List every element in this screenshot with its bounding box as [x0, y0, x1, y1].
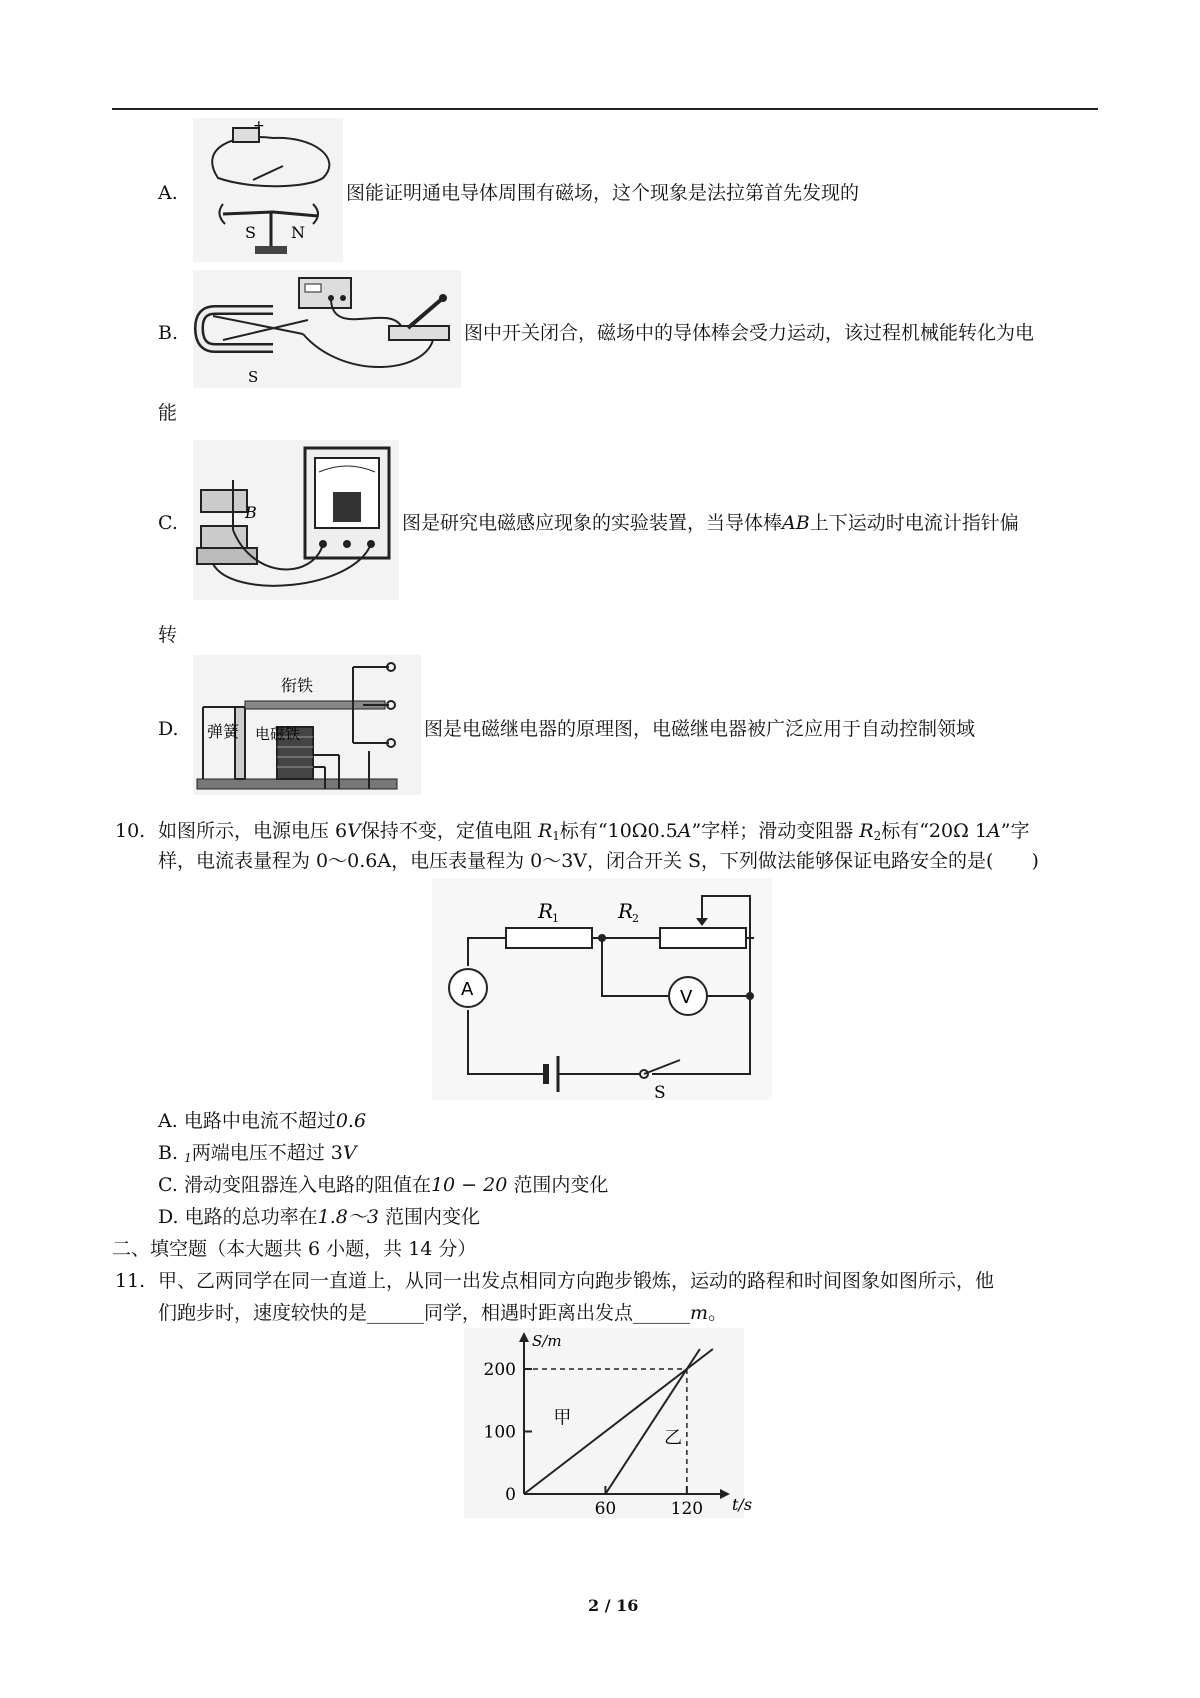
q10-option-c [158, 1172, 608, 1198]
q9-option-c-ab: AB [782, 512, 810, 534]
section-heading: 二、填空题（本大题共 6 小题，共 14 分） [112, 1238, 477, 1260]
a-plus-label: + [253, 118, 265, 134]
q10-line1-e: 标有“20Ω 1 [881, 820, 987, 842]
y-tick-label: 100 [483, 1422, 516, 1443]
q10-line1-a: 如图所示，电源电压 6 [158, 820, 348, 842]
q10-option-a-text-b: 0.6 [335, 1110, 367, 1132]
q9-option-c-text [402, 510, 1019, 536]
q11-line2-unit: m [690, 1302, 709, 1324]
q10-option-d [158, 1204, 480, 1230]
figure-q11-chart [464, 1328, 753, 1519]
q10-line1-a3: A [987, 820, 1001, 842]
q10-line1-r1-sub: 1 [552, 829, 560, 843]
series-label-1: 甲 [553, 1407, 572, 1429]
q10-option-a [158, 1108, 366, 1134]
q10-option-d-text-c: 范围内变化 [385, 1206, 481, 1228]
q10-option-c-letter: C. [158, 1174, 178, 1196]
q10-line1-d: ”字样；滑动变阻器 [691, 820, 854, 842]
q11-blank2: ______ [633, 1302, 691, 1324]
q9-option-d-text: 图是电磁继电器的原理图，电磁继电器被广泛应用于自动控制领域 [424, 718, 976, 740]
q10-option-c-text-a: 滑动变阻器连入电路的阻值在 [183, 1174, 431, 1196]
q10-line1 [158, 818, 1029, 849]
series-label-2: 乙 [664, 1427, 683, 1449]
q11-number: 11. [115, 1270, 146, 1292]
a-n-label: N [291, 223, 305, 242]
x-axis-label: t/s [732, 1495, 753, 1514]
circuit-r2-sub: 2 [632, 912, 639, 925]
figure-q10-circuit [432, 878, 772, 1103]
circuit-r1-sub: 1 [552, 912, 559, 925]
y-tick-label: 200 [483, 1360, 516, 1380]
q9-option-c-letter: C. [158, 512, 178, 534]
x-tick-label: 60 [594, 1499, 617, 1519]
d-spring-label: 弹簧 [207, 722, 240, 741]
d-magnet-label: 电磁铁 [255, 725, 301, 743]
figure-relay-diagram [193, 655, 421, 795]
q10-option-b-text-d: V [342, 1142, 357, 1164]
q10-option-a-letter: A. [158, 1110, 178, 1132]
q10-option-a-text-a: 电路中电流不超过 [183, 1110, 336, 1132]
q10-line1-b: 保持不变，定值电阻 [360, 820, 532, 842]
x-tick-label: 120 [670, 1499, 704, 1519]
st-chart-svg [464, 1328, 753, 1519]
q10-option-d-text-a: 电路的总功率在 [184, 1206, 318, 1228]
q10-option-b [158, 1140, 357, 1171]
header-rule [112, 108, 1098, 110]
q10-line1-c: 标有“10Ω0.5 [559, 820, 678, 842]
q10-option-b-letter: B. [158, 1142, 179, 1164]
q10-option-d-text-b: 1.8～3 [317, 1206, 379, 1228]
q11-line2-a: 们跑步时，速度较快的是 [158, 1302, 368, 1324]
figure-oersted-experiment [193, 118, 343, 262]
q9-option-c-wrap: 转 [158, 624, 178, 646]
q9-option-d-letter: D. [158, 718, 179, 740]
q11-line2-b: 同学，相遇时距离出发点 [424, 1302, 634, 1324]
q10-number: 10. [115, 820, 146, 842]
b-s-label: S [248, 368, 259, 386]
c-b-label: B [245, 503, 257, 522]
circuit-ammeter-label: A [461, 979, 474, 1000]
q10-line1-r1: R [537, 820, 553, 842]
q9-option-b-wrap: 能 [158, 402, 178, 424]
circuit-voltmeter-label: V [680, 987, 693, 1008]
q10-line1-r2-sub: 2 [873, 829, 882, 843]
q10-line1-r2: R [859, 820, 874, 842]
q10-option-d-letter: D. [158, 1206, 179, 1228]
circuit-r2-label: R [618, 899, 634, 923]
circuit-r1-label: R [538, 899, 554, 923]
y-axis-label: S/m [532, 1332, 562, 1350]
figure-induction-experiment [193, 440, 399, 600]
q11-line2-d: 。 [708, 1302, 728, 1324]
q10-option-c-text-c: 范围内变化 [513, 1174, 609, 1196]
q10-line1-f: ”字 [1000, 820, 1030, 842]
a-s-label: S [245, 223, 256, 242]
q9-option-a-letter: A. [158, 182, 178, 204]
q11-line2 [158, 1300, 727, 1326]
q11-line1: 甲、乙两同学在同一直道上，从同一出发点相同方向跑步锻炼，运动的路程和时间图象如图所示，他 [158, 1270, 995, 1292]
q10-line1-a2: A [677, 820, 692, 842]
d-armature-label: 衔铁 [281, 676, 314, 695]
q10-option-c-text-b: 10 − 20 [430, 1174, 508, 1196]
q10-line2: 样，电流表量程为 0～0.6A，电压表量程为 0～3V，闭合开关 S，下列做法能够保证电路安全的是( ) [158, 850, 1039, 872]
q11-blank1: ______ [367, 1302, 425, 1324]
q9-option-b-letter: B. [158, 322, 179, 344]
q9-option-b-text: 图中开关闭合，磁场中的导体棒会受力运动，该过程机械能转化为电 [464, 322, 1035, 344]
circuit-switch-label: S [654, 1083, 666, 1103]
q10-option-b-sub: 1 [184, 1151, 192, 1165]
q10-option-b-text-c: 两端电压不超过 3 [191, 1142, 343, 1164]
q9-option-c-text-a: 图是研究电磁感应现象的实验装置，当导体棒 [402, 512, 783, 534]
page-number: 2 / 16 [588, 1596, 639, 1615]
q10-line1-v: V [347, 820, 361, 842]
y-tick-label: 0 [505, 1485, 516, 1505]
q9-option-a-text: 图能证明通电导体周围有磁场，这个现象是法拉第首先发现的 [346, 182, 860, 204]
q9-option-c-text-c: 上下运动时电流计指针偏 [809, 512, 1019, 534]
figure-motor-principle [193, 270, 461, 388]
